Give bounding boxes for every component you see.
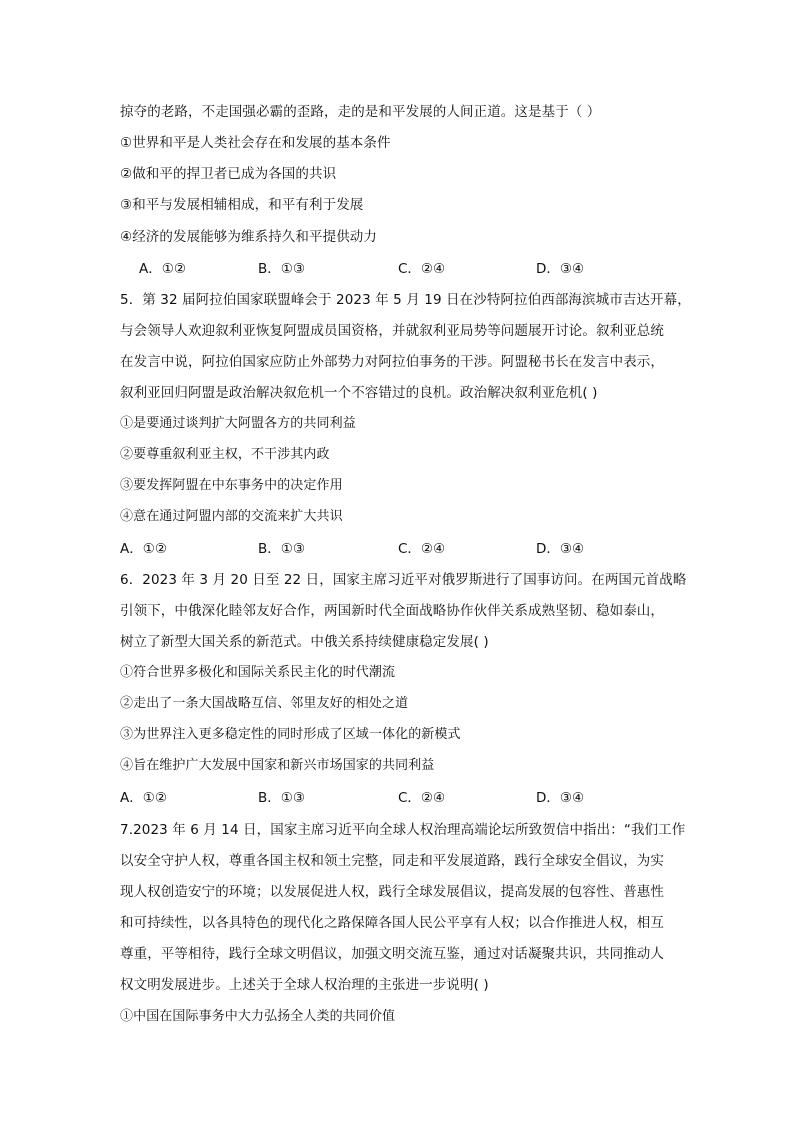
q4-statement-4: ④经济的发展能够为维系持久和平提供动力 [120, 229, 378, 245]
q6-statement-2: ②走出了一条大国战略互信、邻里友好的相处之道 [120, 696, 409, 711]
q7-stem-line-3: 现人权创造安宁的环境；以发展促进人权，践行全球发展倡议，提高发展的包容性、普惠性 [120, 884, 664, 900]
q6-stem-line-3: 树立了新型大国关系的新范式。中俄关系持续健康稳定发展( ) [120, 634, 489, 650]
q5-statement-1: ①是要通过谈判扩大阿盟各方的共同利益 [120, 416, 356, 431]
q5-option-d[interactable]: D．③④ [536, 541, 585, 557]
q5-option-b[interactable]: B．①③ [258, 541, 305, 557]
q7-statement-1: ①中国在国际事务中大力弘扬全人类的共同价值 [120, 1009, 396, 1024]
q4-stem: 掠夺的老路，不走国强必霸的歪路，走的是和平发展的人间正道。这是基于（ ） [120, 104, 601, 120]
q5-statement-2: ②要尊重叙利亚主权，不干涉其内政 [120, 447, 330, 462]
q6-option-d[interactable]: D．③④ [536, 790, 585, 806]
q5-statement-3: ③要发挥阿盟在中东事务中的决定作用 [120, 478, 343, 493]
q7-stem-line-5: 尊重，平等相待，践行全球文明倡议，加强文明交流互鉴，通过对话凝聚共识，共同推动人 [120, 946, 664, 962]
q7-stem-line-4: 和可持续性，以各具特色的现代化之路保障各国人民公平享有人权；以合作推进人权，相互 [120, 915, 664, 931]
q5-option-a[interactable]: A．①② [120, 541, 167, 557]
q4-statement-1: ①世界和平是人类社会存在和发展的基本条件 [120, 135, 391, 151]
q6-option-c[interactable]: C．②④ [398, 790, 446, 806]
q5-stem-line-4: 叙利亚回归阿盟是政治解决叙危机一个不容错过的良机。政治解决叙利亚危机( ) [120, 385, 598, 401]
q4-option-c[interactable]: C．②④ [398, 261, 446, 277]
q7-stem-line-2: 以安全守护人权，尊重各国主权和领土完整，同走和平发展道路，践行全球安全倡议，为实 [120, 853, 664, 869]
q5-statement-4: ④意在通过阿盟内部的交流来扩大共识 [120, 509, 343, 524]
q4-statement-3: ③和平与发展相辅相成，和平有利于发展 [120, 197, 364, 213]
q7-stem-line-6: 权文明发展进步。上述关于全球人权治理的主张进一步说明( ) [120, 977, 489, 993]
q6-option-a[interactable]: A．①② [120, 790, 167, 806]
q5-stem-line-3: 在发言中说，阿拉伯国家应防止外部势力对阿拉伯事务的干涉。阿盟秘书长在发言中表示， [120, 354, 664, 370]
q4-option-b[interactable]: B．①③ [258, 261, 305, 277]
q6-statement-3: ③为世界注入更多稳定性的同时形成了区域一体化的新模式 [120, 727, 461, 742]
q6-statement-1: ①符合世界多极化和国际关系民主化的时代潮流 [120, 665, 396, 680]
q5-stem-line-2: 与会领导人欢迎叙利亚恢复阿盟成员国资格，并就叙利亚局势等问题展开讨论。叙利亚总统 [120, 323, 664, 339]
q4-statement-2: ②做和平的捍卫者已成为各国的共识 [120, 166, 337, 182]
q5-stem-line-1: 5．第 32 届阿拉伯国家联盟峰会于 2023 年 5 月 19 日在沙特阿拉伯西部海滨城市吉达开幕， [120, 292, 691, 308]
q6-option-b[interactable]: B．①③ [258, 790, 305, 806]
q4-option-d[interactable]: D．③④ [536, 261, 585, 277]
q6-statement-4: ④旨在维护广大发展中国家和新兴市场国家的共同利益 [120, 758, 435, 773]
q6-stem-line-1: 6．2023 年 3 月 20 日至 22 日，国家主席习近平对俄罗斯进行了国事访问。在两国元首战略 [120, 572, 687, 588]
q6-stem-line-2: 引领下，中俄深化睦邻友好合作，两国新时代全面战略协作伙伴关系成熟坚韧、稳如泰山， [120, 603, 664, 619]
q4-option-a[interactable]: A．①② [139, 261, 186, 277]
q5-option-c[interactable]: C．②④ [398, 541, 446, 557]
q7-stem-line-1: 7.2023 年 6 月 14 日，国家主席习近平向全球人权治理高端论坛所致贺信中指出：“我们工作 [120, 822, 686, 838]
